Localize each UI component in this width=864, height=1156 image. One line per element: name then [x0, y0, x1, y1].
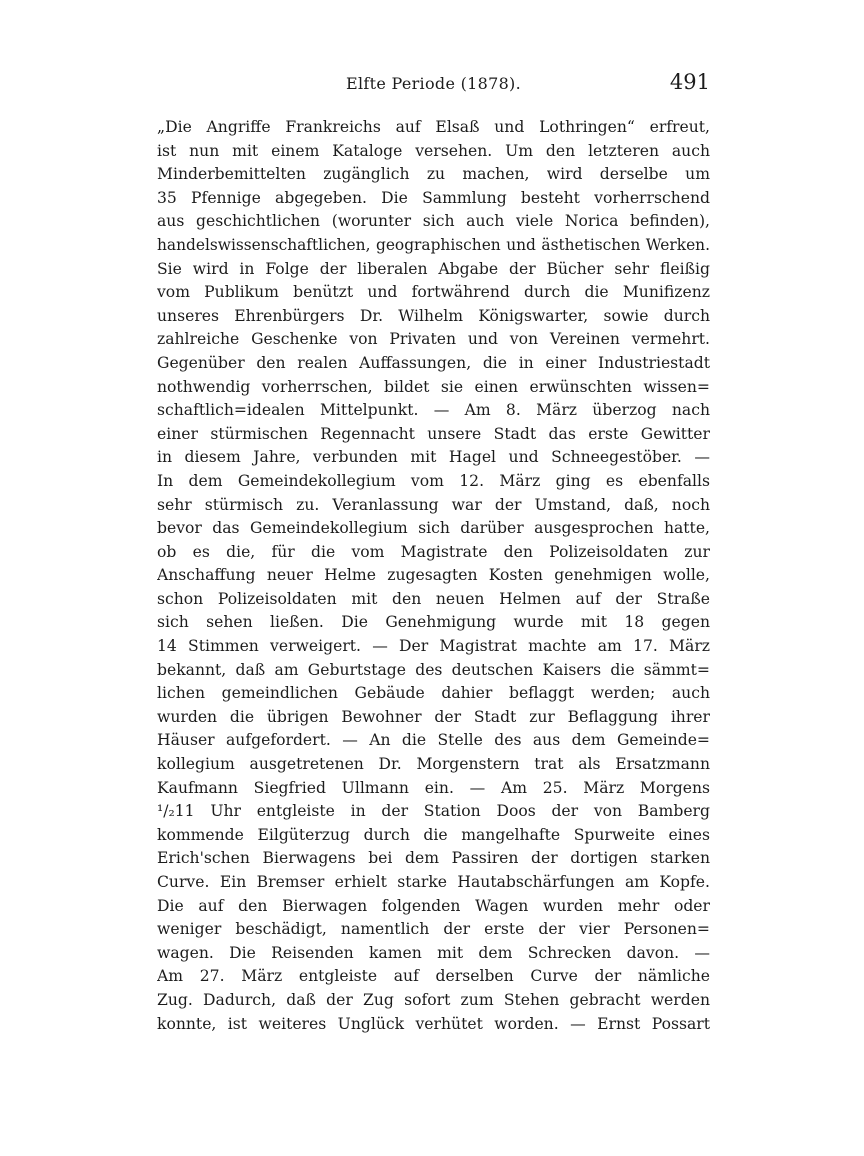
text-line: Anschaffung neuer Helme zugesagten Kosten genehmigen wolle,: [157, 566, 710, 585]
text-line: einer stürmischen Regennacht unsere Stadt das erste Gewitter: [157, 424, 710, 443]
text-line: unseres Ehrenbürgers Dr. Wilhelm Königswarter, sowie durch: [157, 306, 710, 325]
text-line: weniger beschädigt, namentlich der erste der vier Personen=: [157, 920, 710, 939]
text-line: wagen. Die Reisenden kamen mit dem Schrecken davon. —: [157, 943, 710, 962]
text-line: Am 27. März entgleiste auf derselben Curve der nämliche: [157, 967, 710, 986]
text-line: wurden die übrigen Bewohner der Stadt zur Beflaggung ihrer: [157, 707, 710, 726]
text-line: Zug. Dadurch, daß der Zug sofort zum Stehen gebracht werden: [157, 990, 710, 1009]
text-line: bekannt, daß am Geburtstage des deutschen Kaisers die sämmt=: [157, 660, 710, 679]
text-line: ¹/₂11 Uhr entgleiste in der Station Doos der von Bamberg: [157, 802, 710, 821]
text-line: konnte, ist weiteres Unglück verhütet worden. — Ernst Possart: [157, 1014, 710, 1033]
page-number: 491: [669, 70, 710, 94]
text-line: Häuser aufgefordert. — An die Stelle des aus dem Gemeinde=: [157, 731, 710, 750]
text-line: In dem Gemeindekollegium vom 12. März ging es ebenfalls: [157, 471, 710, 490]
text-line: handelswissenschaftlichen, geographischen und ästhetischen Werken.: [157, 235, 710, 254]
text-line: Gegenüber den realen Auffassungen, die in einer Industriestadt: [157, 353, 710, 372]
text-line: Kaufmann Siegfried Ullmann ein. — Am 25. März Morgens: [157, 778, 710, 797]
text-line: 14 Stimmen verweigert. — Der Magistrat machte am 17. März: [157, 637, 710, 656]
body-paragraph: [157, 116, 710, 1036]
text-line: schon Polizeisoldaten mit den neuen Helmen auf der Straße: [157, 589, 710, 608]
text-line: in diesem Jahre, verbunden mit Hagel und Schneegestöber. —: [157, 448, 710, 467]
text-line: vom Publikum benützt und fortwährend durch die Munifizenz: [157, 283, 710, 302]
text-line: „Die Angriffe Frankreichs auf Elsaß und Lothringen“ erfreut,: [157, 118, 710, 136]
running-head: Elfte Periode (1878).: [345, 74, 521, 93]
page-header: [157, 70, 710, 104]
text-line: Die auf den Bierwagen folgenden Wagen wurden mehr oder: [157, 896, 710, 915]
text-line: lichen gemeindlichen Gebäude dahier beflaggt werden; auch: [157, 684, 710, 703]
text-line: aus geschichtlichen (worunter sich auch viele Norica befinden),: [157, 212, 710, 231]
text-line: Minderbemittelten zugänglich zu machen, wird derselbe um: [157, 165, 710, 184]
text-line: ist nun mit einem Kataloge versehen. Um den letzteren auch: [157, 141, 710, 160]
text-line: Erich'schen Bierwagens bei dem Passiren der dortigen starken: [157, 849, 710, 868]
text-line: sehr stürmisch zu. Veranlassung war der Umstand, daß, noch: [157, 495, 710, 514]
text-line: schaftlich=idealen Mittelpunkt. — Am 8. März überzog nach: [157, 401, 710, 420]
text-line: Curve. Ein Bremser erhielt starke Hautabschärfungen am Kopfe.: [157, 873, 710, 891]
text-line: Sie wird in Folge der liberalen Abgabe der Bücher sehr fleißig: [157, 259, 710, 278]
text-line: 35 Pfennige abgegeben. Die Sammlung besteht vorherrschend: [157, 188, 710, 207]
text-line: ob es die, für die vom Magistrate den Polizeisoldaten zur: [157, 542, 710, 561]
text-line: zahlreiche Geschenke von Privaten und von Vereinen vermehrt.: [157, 330, 710, 349]
text-line: nothwendig vorherrschen, bildet sie einen erwünschten wissen=: [157, 377, 710, 396]
text-line: kommende Eilgüterzug durch die mangelhafte Spurweite eines: [157, 825, 710, 844]
text-line: kollegium ausgetretenen Dr. Morgenstern trat als Ersatzmann: [157, 755, 710, 774]
text-line: bevor das Gemeindekollegium sich darüber ausgesprochen hatte,: [157, 519, 710, 538]
text-line: sich sehen ließen. Die Genehmigung wurde mit 18 gegen: [157, 613, 710, 632]
